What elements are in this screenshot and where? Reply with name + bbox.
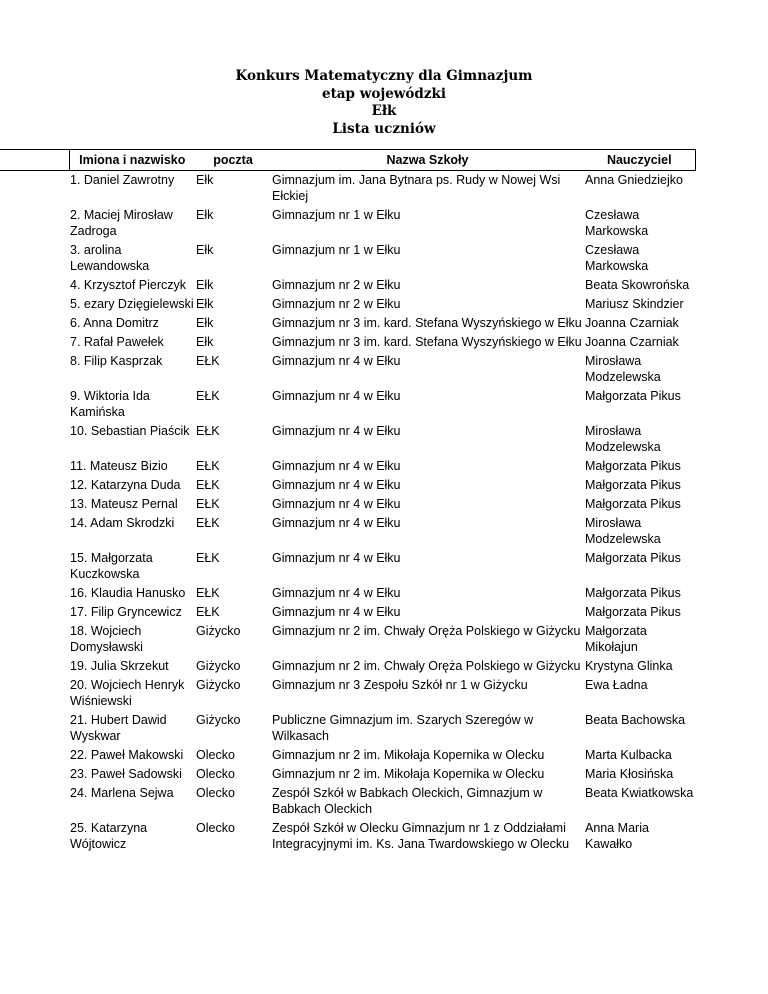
cell-poczta: Ełk bbox=[196, 278, 214, 292]
table-row bbox=[0, 676, 695, 711]
cell-nauczyciel: Beata Kwiatkowska bbox=[585, 786, 694, 800]
cell-poczta: Ełk bbox=[196, 335, 214, 349]
cell-nauczyciel: Małgorzata Pikus bbox=[585, 551, 681, 565]
cell-poczta: Ełk bbox=[196, 297, 214, 311]
cell-szkola: Gimnazjum nr 2 w Ełku bbox=[272, 278, 401, 292]
cell-poczta: Ełk bbox=[196, 208, 214, 222]
table-row bbox=[0, 457, 695, 476]
cell-szkola: Gimnazjum nr 3 Zespołu Szkół nr 1 w Giżycku bbox=[272, 678, 528, 692]
cell-szkola: Zespół Szkół w Babkach Oleckich, Gimnazjum w Babkach Oleckich bbox=[272, 786, 543, 816]
cell-poczta: EŁK bbox=[196, 459, 220, 473]
cell-nauczyciel: Mirosława Modzelewska bbox=[585, 354, 661, 384]
cell-name: 1. Daniel Zawrotny bbox=[70, 173, 175, 187]
cell-szkola: Gimnazjum nr 2 w Ełku bbox=[272, 297, 401, 311]
document-subtitle: Lista uczniów bbox=[332, 120, 436, 137]
cell-nauczyciel: Ewa Ładna bbox=[585, 678, 648, 692]
cell-nauczyciel: Joanna Czarniak bbox=[585, 316, 679, 330]
cell-name: 4. Krzysztof Pierczyk bbox=[70, 278, 186, 292]
cell-name: 17. Filip Gryncewicz bbox=[70, 605, 182, 619]
table-row bbox=[0, 711, 695, 746]
document-city: Ełk bbox=[371, 103, 397, 119]
cell-poczta: EŁK bbox=[196, 389, 220, 403]
cell-szkola: Gimnazjum nr 4 w Ełku bbox=[272, 586, 401, 600]
cell-poczta: EŁK bbox=[196, 516, 220, 530]
table-row bbox=[0, 295, 695, 314]
table-row bbox=[0, 206, 695, 241]
cell-nauczyciel: Małgorzata Mikołajun bbox=[585, 624, 647, 654]
cell-szkola: Gimnazjum nr 2 im. Chwały Oręża Polskiego w Giżycku bbox=[272, 624, 581, 638]
cell-nauczyciel: Małgorzata Pikus bbox=[585, 389, 681, 403]
cell-name: 6. Anna Domitrz bbox=[70, 316, 159, 330]
cell-nauczyciel: Anna Maria Kawałko bbox=[585, 821, 649, 851]
cell-name: 24. Marlena Sejwa bbox=[70, 786, 174, 800]
cell-szkola: Gimnazjum nr 3 im. kard. Stefana Wyszyńskiego w Ełku bbox=[272, 316, 582, 330]
cell-name: 10. Sebastian Piaścik bbox=[70, 424, 190, 438]
cell-name: 20. Wojciech Henryk Wiśniewski bbox=[70, 678, 185, 708]
cell-name: 3. arolina Lewandowska bbox=[70, 243, 150, 273]
cell-name: 11. Mateusz Bizio bbox=[70, 459, 168, 473]
column-header-szkola: Nazwa Szkoły bbox=[271, 150, 584, 171]
cell-poczta: Ełk bbox=[196, 173, 214, 187]
cell-szkola: Gimnazjum nr 2 im. Mikołaja Kopernika w Olecku bbox=[272, 767, 545, 781]
table-row bbox=[0, 622, 695, 657]
cell-name: 9. Wiktoria Ida Kamińska bbox=[70, 389, 150, 419]
cell-name: 22. Paweł Makowski bbox=[70, 748, 184, 762]
cell-poczta: Olecko bbox=[196, 786, 235, 800]
table-row bbox=[0, 422, 695, 457]
cell-szkola: Gimnazjum nr 4 w Ełku bbox=[272, 497, 401, 511]
cell-name: 23. Paweł Sadowski bbox=[70, 767, 182, 781]
document-title: Konkurs Matematyczny dla Gimnazjum bbox=[235, 68, 533, 84]
table-row bbox=[0, 584, 695, 603]
cell-name: 12. Katarzyna Duda bbox=[70, 478, 181, 492]
cell-poczta: Ełk bbox=[196, 243, 214, 257]
cell-name: 25. Katarzyna Wójtowicz bbox=[70, 821, 148, 851]
cell-name: 14. Adam Skrodzki bbox=[70, 516, 175, 530]
cell-name: 7. Rafał Pawełek bbox=[70, 335, 164, 349]
cell-name: 13. Mateusz Pernal bbox=[70, 497, 178, 511]
cell-szkola: Publiczne Gimnazjum im. Szarych Szeregów w Wilkasach bbox=[272, 713, 534, 743]
cell-nauczyciel: Małgorzata Pikus bbox=[585, 497, 681, 511]
cell-nauczyciel: Czesława Markowska bbox=[585, 243, 649, 273]
cell-poczta: Olecko bbox=[196, 748, 235, 762]
table-row bbox=[0, 746, 695, 765]
cell-nauczyciel: Mirosława Modzelewska bbox=[585, 516, 661, 546]
cell-szkola: Gimnazjum nr 2 im. Chwały Oręża Polskiego w Giżycku bbox=[272, 659, 581, 673]
cell-poczta: Ełk bbox=[196, 316, 214, 330]
table-row bbox=[0, 549, 695, 584]
cell-nauczyciel: Marta Kulbacka bbox=[585, 748, 672, 762]
table-row bbox=[0, 657, 695, 676]
table-row bbox=[0, 241, 695, 276]
table-row bbox=[0, 333, 695, 352]
cell-name: 18. Wojciech Domysławski bbox=[70, 624, 143, 654]
cell-szkola: Gimnazjum im. Jana Bytnara ps. Rudy w Nowej Wsi Ełckiej bbox=[272, 173, 561, 203]
cell-poczta: EŁK bbox=[196, 354, 220, 368]
cell-poczta: EŁK bbox=[196, 551, 220, 565]
cell-name: 19. Julia Skrzekut bbox=[70, 659, 169, 673]
cell-poczta: Giżycko bbox=[196, 713, 241, 727]
cell-szkola: Gimnazjum nr 1 w Ełku bbox=[272, 208, 401, 222]
cell-name: 2. Maciej Mirosław Zadroga bbox=[70, 208, 173, 238]
cell-poczta: EŁK bbox=[196, 478, 220, 492]
table-row bbox=[0, 495, 695, 514]
cell-nauczyciel: Krystyna Glinka bbox=[585, 659, 673, 673]
cell-nauczyciel: Małgorzata Pikus bbox=[585, 478, 681, 492]
column-header-nauczyciel: Nauczyciel bbox=[584, 150, 695, 171]
cell-poczta: Giżycko bbox=[196, 624, 241, 638]
table-row bbox=[0, 514, 695, 549]
cell-poczta: EŁK bbox=[196, 497, 220, 511]
cell-nauczyciel: Mirosława Modzelewska bbox=[585, 424, 661, 454]
cell-szkola: Gimnazjum nr 4 w Ełku bbox=[272, 389, 401, 403]
cell-szkola: Gimnazjum nr 4 w Ełku bbox=[272, 424, 401, 438]
table-row bbox=[0, 352, 695, 387]
cell-nauczyciel: Czesława Markowska bbox=[585, 208, 649, 238]
cell-name: 16. Klaudia Hanusko bbox=[70, 586, 186, 600]
table-row bbox=[0, 784, 695, 819]
cell-poczta: EŁK bbox=[196, 424, 220, 438]
table-row bbox=[0, 314, 695, 333]
cell-szkola: Gimnazjum nr 3 im. kard. Stefana Wyszyńskiego w Ełku bbox=[272, 335, 582, 349]
cell-szkola: Gimnazjum nr 4 w Ełku bbox=[272, 459, 401, 473]
table-row bbox=[0, 171, 695, 207]
cell-nauczyciel: Małgorzata Pikus bbox=[585, 586, 681, 600]
students-table bbox=[0, 149, 696, 854]
cell-poczta: Olecko bbox=[196, 767, 235, 781]
cell-nauczyciel: Beata Skowrońska bbox=[585, 278, 690, 292]
cell-name: 21. Hubert Dawid Wyskwar bbox=[70, 713, 167, 743]
cell-szkola: Gimnazjum nr 2 im. Mikołaja Kopernika w Olecku bbox=[272, 748, 545, 762]
cell-nauczyciel: Małgorzata Pikus bbox=[585, 605, 681, 619]
cell-poczta: EŁK bbox=[196, 586, 220, 600]
cell-szkola: Gimnazjum nr 4 w Ełku bbox=[272, 354, 401, 368]
cell-nauczyciel: Mariusz Skindzier bbox=[585, 297, 684, 311]
cell-poczta: Giżycko bbox=[196, 678, 241, 692]
cell-szkola: Gimnazjum nr 4 w Ełku bbox=[272, 605, 401, 619]
table-row bbox=[0, 603, 695, 622]
cell-nauczyciel: Małgorzata Pikus bbox=[585, 459, 681, 473]
cell-name: 15. Małgorzata Kuczkowska bbox=[70, 551, 153, 581]
cell-nauczyciel: Anna Gniedziejko bbox=[585, 173, 683, 187]
document-header bbox=[0, 68, 768, 138]
table-row bbox=[0, 276, 695, 295]
column-header-poczta: poczta bbox=[195, 150, 271, 171]
table-header-row bbox=[0, 150, 695, 171]
table-row bbox=[0, 476, 695, 495]
cell-nauczyciel: Maria Kłosińska bbox=[585, 767, 674, 781]
cell-szkola: Gimnazjum nr 4 w Ełku bbox=[272, 551, 401, 565]
cell-szkola: Gimnazjum nr 1 w Ełku bbox=[272, 243, 401, 257]
cell-szkola: Gimnazjum nr 4 w Ełku bbox=[272, 478, 401, 492]
column-header-name: Imiona i nazwisko bbox=[69, 150, 195, 171]
table-row bbox=[0, 387, 695, 422]
cell-name: 5. ezary Dzięgielewski bbox=[70, 297, 194, 311]
cell-poczta: EŁK bbox=[196, 605, 220, 619]
document-stage: etap wojewódzki bbox=[321, 85, 447, 102]
cell-poczta: Giżycko bbox=[196, 659, 241, 673]
table-row bbox=[0, 765, 695, 784]
cell-szkola: Zespół Szkół w Olecku Gimnazjum nr 1 z Oddziałami Integracyjnymi im. Ks. Jana Twardowskiego w Olecku bbox=[272, 821, 570, 851]
cell-nauczyciel: Joanna Czarniak bbox=[585, 335, 679, 349]
table-body bbox=[0, 171, 695, 855]
table-row bbox=[0, 819, 695, 854]
cell-nauczyciel: Beata Bachowska bbox=[585, 713, 686, 727]
cell-name: 8. Filip Kasprzak bbox=[70, 354, 163, 368]
cell-szkola: Gimnazjum nr 4 w Ełku bbox=[272, 516, 401, 530]
cell-poczta: Olecko bbox=[196, 821, 235, 835]
